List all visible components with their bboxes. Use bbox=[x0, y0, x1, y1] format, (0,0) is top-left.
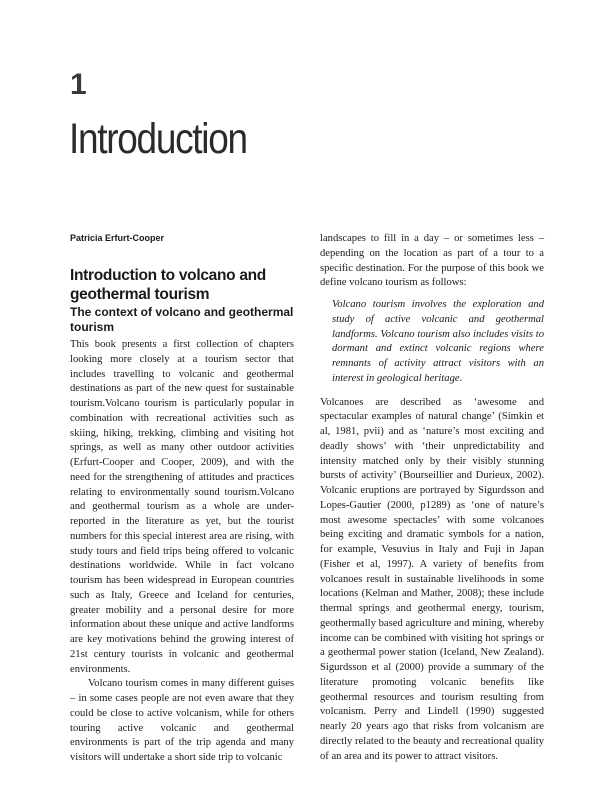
body-paragraph-3: landscapes to fill in a day – or sometimes less – depending on the location as part of a tour to a specific destination. For the purpose of this book we define volcano tourism as follows: bbox=[320, 233, 544, 289]
left-column bbox=[70, 232, 294, 766]
right-column bbox=[320, 232, 544, 764]
chapter-number: 1 bbox=[70, 68, 87, 101]
body-paragraph-1: This book presents a first collection of chapters looking more closely at a tourism sector that includes travelling to volcanic and geothermal destinations as part of the new quest for sustainable tourism.Volcano tourism is particularly popular in combination with recreational activities such as skiing, hiking, trekking, climbing and visiting hot springs, as well as many other outdoor activities (Erfurt-Cooper and Cooper, 2009), and with the need for the strengthening of attitudes and practices relating to environmentally sound tourism.Volcano and geothermal tourism as a whole are under-reported in the literature as yet, but the tourist numbers for this special interest area are rising, with study tours and field trips being offered to volcanic destinations worldwide. While in fact volcano tourism has been widespread in European countries such as Italy, Greece and Iceland for centuries, greater mobility and a personal desire for more information about these unique and active landforms are key motivations behind the growing interest of 21st century tourists in volcanic and geothermal environments. bbox=[70, 339, 294, 675]
subsection-heading: The context of volcano and geothermal tourism bbox=[70, 305, 294, 334]
definition-quote: Volcano tourism involves the exploration and study of active volcanic and geothermal landforms. Volcano tourism also includes visits to dormant and extinct volcanic regions where remnants of activity attract visitors with an interest in geological heritage. bbox=[332, 299, 544, 384]
chapter-title: Introduction bbox=[69, 115, 247, 163]
section-heading: Introduction to volcano and geothermal tourism bbox=[70, 267, 266, 303]
body-paragraph-4: Volcanoes are described as ‘awesome and spectacular examples of natural change’ (Simkin et al, 1981, pvii) and as ‘nature’s most exciting and deadly shows’ with ‘their unpredictability and intensity matched only by their visibly stunning bursts of activity’ (Bourseillier and Durieux, 2002). Volcanic eruptions are portrayed by Sigurdsson and Lopes-Gautier (2000, p1289) as ‘one of nature’s most awesome spectacles’ with some volcanoes being exciting and dramatic symbols for a nation, for example, Vesuvius in Italy and Fuji in Japan (Fisher et al, 1997). A variety of benefits from volcanoes result in sustainable livelihoods in some locations (Kelman and Mather, 2008); these include thermal springs and geothermal energy, tourism, geothermally based agriculture and mining, whereby income can be combined with visiting hot springs or a geothermal power station (Iceland, New Zealand). Sigurdsson et al (2000) provide a summary of the literature promoting volcanic benefits like geothermal resources and tourism resulting from volcanism. Perry and Lindell (1990) suggested nearly 20 years ago that risks from volcanism are directly related to the beauty and recreational quality of an area and its power to attract visitors. bbox=[320, 396, 544, 762]
author-name: Patricia Erfurt-Cooper bbox=[70, 233, 165, 243]
body-paragraph-2: Volcano tourism comes in many different guises – in some cases people are not even aware that they could be close to active volcanism, while for others touring active volcanic and geothermal environments is part of the trip agenda and many visitors will undertake a short side trip to volcanic bbox=[70, 678, 294, 763]
